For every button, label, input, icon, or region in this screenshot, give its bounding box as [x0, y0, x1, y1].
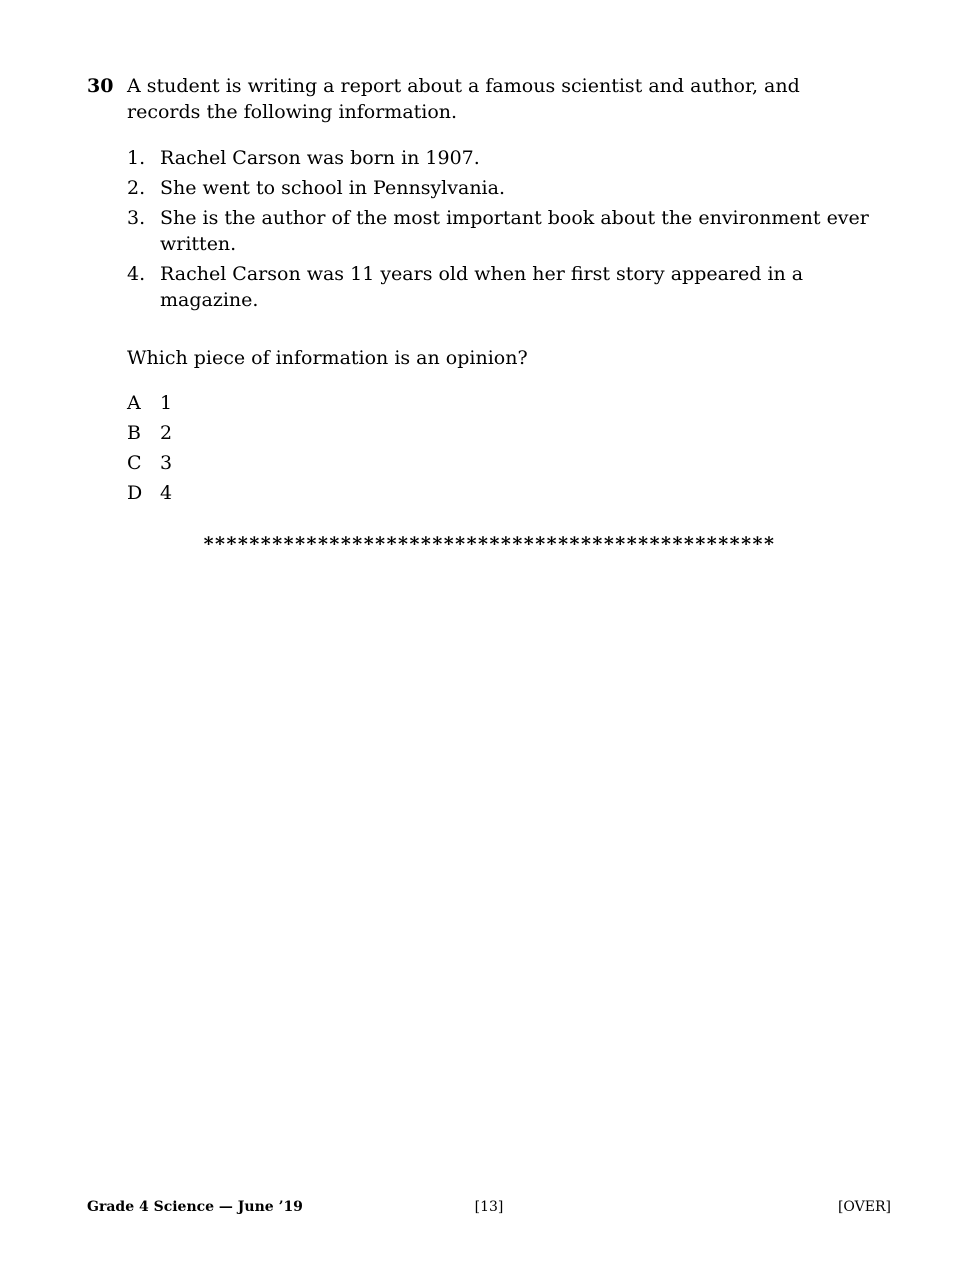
choice-c	[127, 450, 877, 476]
fact-item	[127, 261, 877, 313]
page-footer	[87, 1197, 891, 1217]
fact-number: 1.	[127, 147, 146, 169]
fact-item	[127, 145, 877, 171]
answer-choices	[127, 390, 877, 506]
choice-letter: D	[127, 482, 143, 504]
fact-text: She went to school in Pennsylvania.	[160, 177, 505, 199]
fact-number: 2.	[127, 177, 146, 199]
footer-over-label: [OVER]	[837, 1199, 891, 1215]
question-stem: A student is writing a report about a famous scientist and author, and records the following information.	[127, 75, 800, 123]
choice-a	[127, 390, 877, 416]
footer-exam-title: Grade 4 Science — June ’19	[87, 1199, 303, 1215]
choice-letter: C	[127, 452, 142, 474]
fact-text: Rachel Carson was 11 years old when her first story appeared in a magazine.	[160, 263, 804, 311]
choice-text: 3	[160, 452, 173, 474]
question-block	[87, 73, 892, 510]
asterisk-separator: **************************************************	[203, 533, 776, 555]
footer-page-number: [13]	[474, 1199, 504, 1215]
fact-number: 3.	[127, 207, 146, 229]
fact-number: 4.	[127, 263, 146, 285]
choice-d	[127, 480, 877, 506]
fact-item	[127, 175, 877, 201]
choice-letter: B	[127, 422, 141, 444]
question-body	[127, 73, 877, 510]
question-number: 30	[87, 75, 114, 97]
choice-text: 1	[160, 392, 173, 414]
question-row	[87, 73, 892, 510]
facts-list	[127, 145, 877, 313]
choice-text: 4	[160, 482, 173, 504]
choice-text: 2	[160, 422, 173, 444]
fact-text: Rachel Carson was born in 1907.	[160, 147, 480, 169]
fact-item	[127, 205, 877, 257]
choice-b	[127, 420, 877, 446]
fact-text: She is the author of the most important book about the environment ever written.	[160, 207, 869, 255]
choice-letter: A	[127, 392, 141, 414]
question-prompt: Which piece of information is an opinion?	[127, 347, 528, 369]
